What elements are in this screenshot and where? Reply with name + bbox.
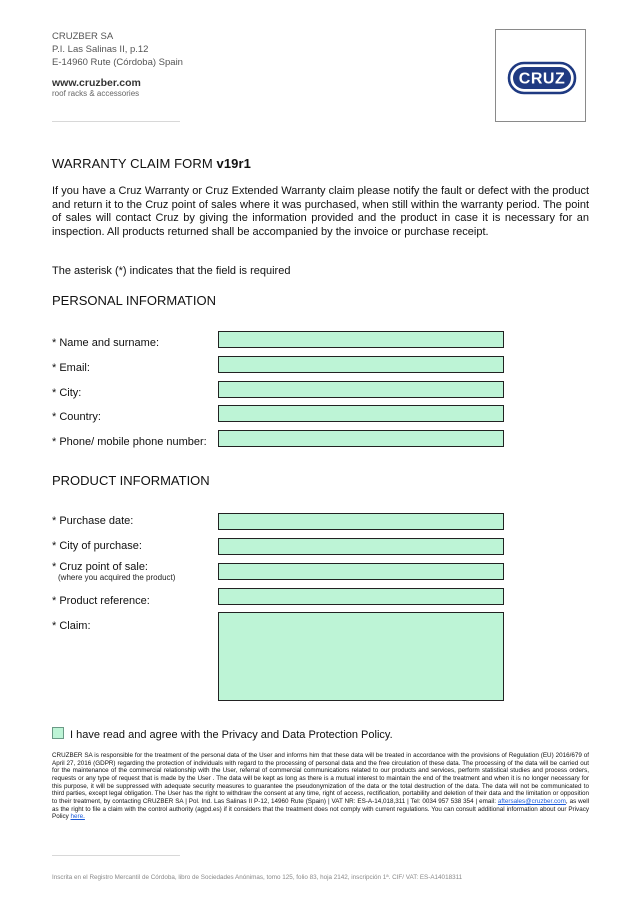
logo-frame <box>495 29 586 122</box>
claim-label: * Claim: <box>52 620 91 632</box>
purchase-date-label: * Purchase date: <box>52 515 134 527</box>
point-of-sale-sublabel: (where you acquired the product) <box>58 573 176 582</box>
name-label: * Name and surname: <box>52 337 159 349</box>
cruz-logo <box>496 30 585 121</box>
registry-footer: Inscrita en el Registro Mercantil de Córdoba, libro de Sociedades Anónimas, tomo 125, folio 83, hoja 2142, inscripción 1ª. CIF/ VAT: ES-A14018311 <box>52 874 463 881</box>
product-reference-label: * Product reference: <box>52 595 150 607</box>
logo-text: CRUZ <box>518 70 566 88</box>
company-address-line-2: E-14960 Rute (Córdoba) Spain <box>52 57 183 68</box>
form-title-text: WARRANTY CLAIM FORM <box>52 156 213 171</box>
country-field[interactable] <box>218 405 504 422</box>
phone-label: * Phone/ mobile phone number: <box>52 436 207 448</box>
country-label: * Country: <box>52 411 101 423</box>
form-version: v19r1 <box>216 156 251 171</box>
email-field[interactable] <box>218 356 504 373</box>
form-title <box>52 156 251 171</box>
city-field[interactable] <box>218 381 504 398</box>
product-reference-field[interactable] <box>218 588 504 605</box>
company-tagline: roof racks & accessories <box>52 89 140 98</box>
claim-textarea[interactable] <box>218 612 504 701</box>
required-note: The asterisk (*) indicates that the field is required <box>52 265 291 277</box>
company-website: www.cruzber.com <box>52 77 141 89</box>
point-of-sale-label: * Cruz point of sale: <box>52 561 148 573</box>
city-of-purchase-field[interactable] <box>218 538 504 555</box>
legal-text-part-1: CRUZBER SA is responsible for the treatment of the personal data of the User and informs him that these data will be treated in accordance with the provisions of Regulation (EU) 2016/679 of April 27, 2016 (GDPR) regarding the protection of individuals with regard to the processing of personal data and the free circulation of these data. The processing of the data will be carried out for the maintenance of the commercial relationship with the User, referral of commercial communications related to our products and services, perform statistical studies and process orders, requests or any type of request that is made by the User . The data will be kept as long as there is a mutual interest to maintain the end of the treatment and when it is no longer necessary for this purpose, it will be suppressed with adequate security measures to guarantee the pseudonymization of the data or the total destruction of the data. The data will not be communicated to third parties, except legal obligation. The User has the right to withdraw the consent at any time, right of access, rectification, portability and deletion of their data and the limitation or opposition to their treatment, by contacting CRUZBER SA | Pol. Ind. Las Salinas II P-12, 14960 Rute (Spain) | VAT NR: ES-A-14,018,311 | Tel: 0034 957 538 354 | email: <box>52 752 589 805</box>
privacy-checkbox-label[interactable]: I have read and agree with the Privacy and Data Protection Policy. <box>70 729 393 741</box>
email-label: * Email: <box>52 362 90 374</box>
personal-info-heading: PERSONAL INFORMATION <box>52 293 216 308</box>
phone-field[interactable] <box>218 430 504 447</box>
privacy-checkbox[interactable] <box>52 727 64 739</box>
purchase-date-field[interactable] <box>218 513 504 530</box>
aftersales-email-link[interactable]: aftersales@cruzber.com <box>497 797 566 805</box>
name-field[interactable] <box>218 331 504 348</box>
header-divider <box>52 121 180 122</box>
product-info-heading: PRODUCT INFORMATION <box>52 473 210 488</box>
privacy-legal-text <box>52 752 589 821</box>
privacy-policy-link[interactable]: here. <box>70 813 85 821</box>
city-of-purchase-label: * City of purchase: <box>52 540 142 552</box>
city-label: * City: <box>52 387 82 399</box>
company-info <box>52 30 183 99</box>
form-intro: If you have a Cruz Warranty or Cruz Extended Warranty claim please notify the fault or defect with the product and return it to the Cruz point of sales where it was purchased, when still within the warranty period. The point of sales will contact Cruz by giving the information provided and the product in case it is necessary for an inspection. All products returned shall be accompanied by the invoice or purchase receipt. <box>52 185 589 238</box>
legal-text-part-2: , as well as the right to file a claim with the control authority (agpd.es) if it considers that the treatment does not comply with current regulations. You can consult additional information about our Privacy Policy <box>52 797 589 821</box>
point-of-sale-field[interactable] <box>218 563 504 580</box>
company-name: CRUZBER SA <box>52 31 114 42</box>
company-address-line-1: P.I. Las Salinas II, p.12 <box>52 44 149 55</box>
footer-divider <box>52 855 180 856</box>
